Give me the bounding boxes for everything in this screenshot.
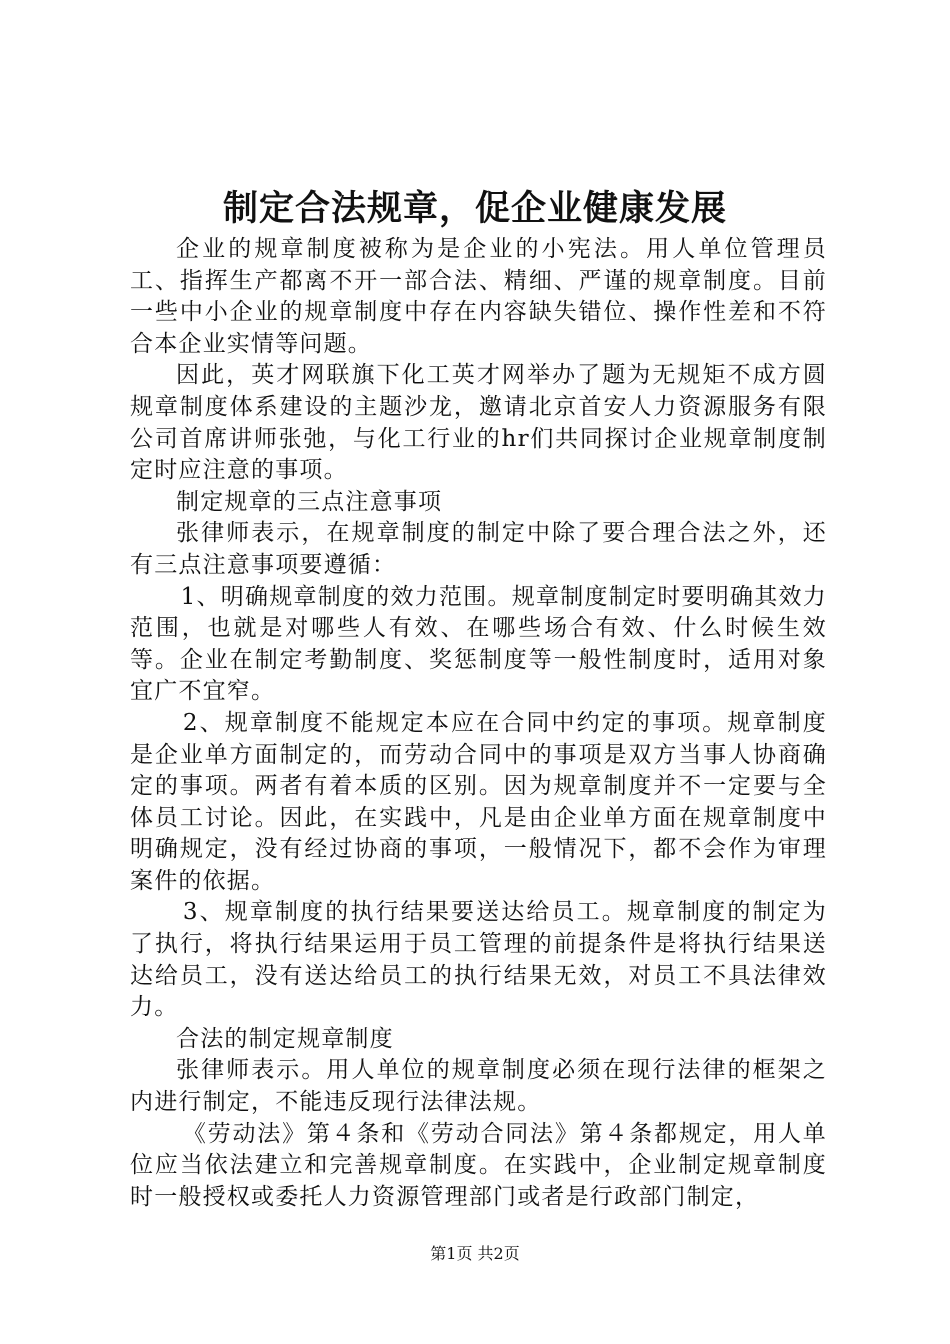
paragraph-point-1: 1、明确规章制度的效力范围。规章制度制定时要明确其效力范围，也就是对哪些人有效、在哪些场合有效、什么时候生效等。企业在制定考勤制度、奖惩制度等一般性制度时，适用对象宜广不宜窄。: [130, 583, 827, 705]
page-number-footer: 第1页 共2页: [430, 1244, 520, 1263]
document-title: 制定合法规章，促企业健康发展: [222, 188, 727, 229]
paragraph-point-2: 2、规章制度不能规定本应在合同中约定的事项。规章制度是企业单方面制定的，而劳动合同中的事项是双方当事人协商确定的事项。两者有着本质的区别。因为规章制度并不一定要与全体员工讨论。因此，在实践中，凡是由企业单方面在规章制度中明确规定，没有经过协商的事项，一般情况下，都不会作为审理案件的依据。: [130, 709, 827, 894]
paragraph-legal-framework: 张律师表示。用人单位的规章制度必须在现行法律的框架之内进行制定，不能违反现行法律法规。: [130, 1057, 827, 1116]
document-body: [130, 234, 827, 1213]
paragraph-point-3: 3、规章制度的执行结果要送达给员工。规章制度的制定为了执行，将执行结果运用于员工管理的前提条件是将执行结果送达给员工，没有送达给员工的执行结果无效，对员工不具法律效力。: [130, 899, 827, 1021]
section-heading-legal: 合法的制定规章制度: [176, 1025, 394, 1052]
paragraph-intro: 企业的规章制度被称为是企业的小宪法。用人单位管理员工、指挥生产都离不开一部合法、精细、严谨的规章制度。目前一些中小企业的规章制度中存在内容缺失错位、操作性差和不符合本企业实情等问题。: [130, 236, 827, 357]
paragraph-salon: 因此，英才网联旗下化工英才网举办了题为无规矩不成方圆规章制度体系建设的主题沙龙，邀请北京首安人力资源服务有限公司首席讲师张弛，与化工行业的hr们共同探讨企业规章制度制定时应注意的事项。: [130, 362, 827, 484]
paragraph-lawyer-statement: 张律师表示，在规章制度的制定中除了要合理合法之外，还有三点注意事项要遵循：: [130, 520, 827, 578]
paragraph-labor-law: 《劳动法》第４条和《劳动合同法》第４条都规定，用人单位应当依法建立和完善规章制度。在实践中，企业制定规章制度时一般授权或委托人力资源管理部门或者是行政部门制定，: [130, 1120, 827, 1210]
section-heading-three-points: 制定规章的三点注意事项: [176, 488, 443, 515]
